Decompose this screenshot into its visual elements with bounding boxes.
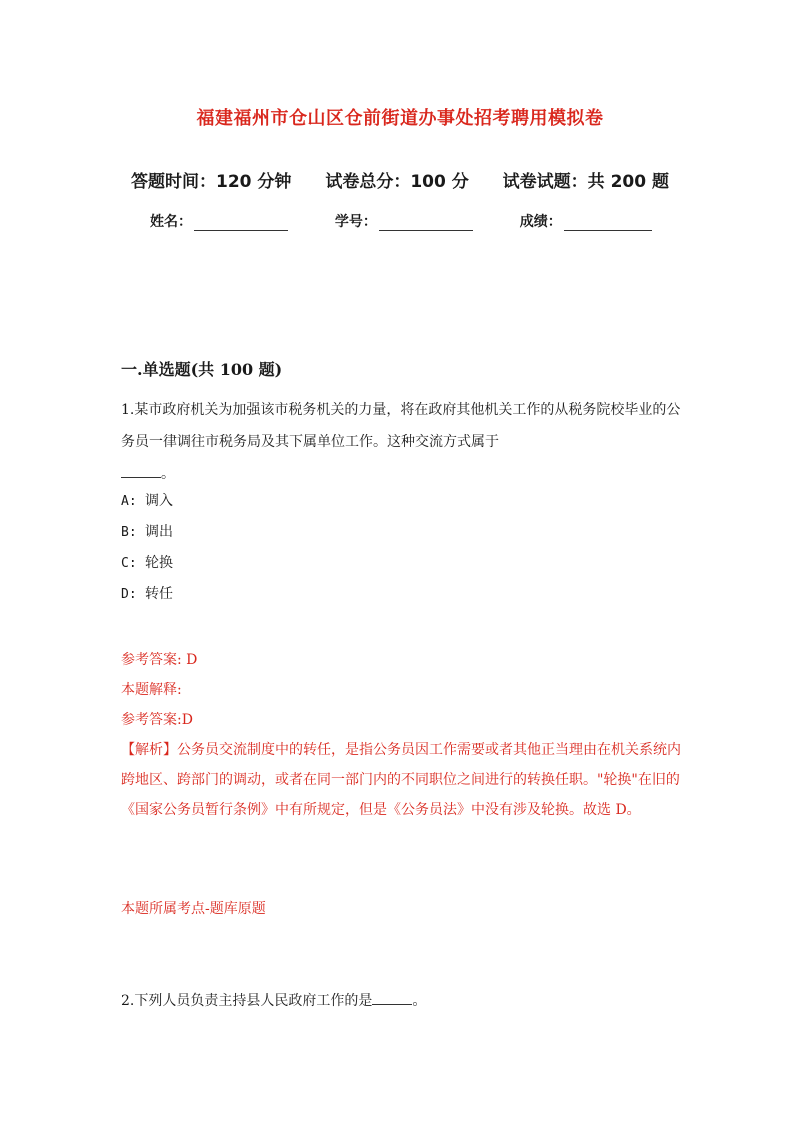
exam-total-score: 试卷总分：100 分 — [325, 172, 469, 192]
name-blank — [194, 216, 288, 231]
question-1-text: 1.某市政府机关为加强该市税务机关的力量，将在政府其他机关工作的从税务院校毕业的公务员一律调往市税务局及其下属单位工作。这种交流方式属于 — [121, 402, 681, 450]
option-letter: B: — [121, 525, 137, 540]
question-2 — [121, 990, 426, 1010]
option-text: 转任 — [145, 586, 173, 602]
answer-line-2: 参考答案:D — [121, 712, 193, 728]
question-2-stem-end: 。 — [412, 993, 427, 1009]
explain-label: 本题解释: — [121, 682, 182, 698]
analysis-text: 【解析】公务员交流制度中的转任，是指公务员因工作需要或者其他正当理由在机关系统内跨地区、跨部门的调动，或者在同一部门内的不同职位之间进行的转换任职。"轮换"在旧的《国家公务员暂行条例》中有所规定，但是《公务员法》中没有涉及轮换。故选 D。 — [121, 742, 681, 818]
option-letter: C: — [121, 556, 137, 571]
score-label: 成绩： — [519, 214, 562, 230]
section-heading: 一.单选题(共 100 题) — [121, 360, 283, 379]
question-2-text: 2.下列人员负责主持县人民政府工作的是 — [121, 993, 373, 1009]
exam-time: 答题时间：120 分钟 — [131, 172, 292, 192]
name-label: 姓名： — [150, 214, 192, 230]
question-1-stem-end: 。 — [161, 466, 175, 482]
option-a — [121, 486, 173, 517]
question-1-tag: 本题所属考点-题库原题 — [121, 901, 266, 917]
score-blank — [564, 216, 652, 231]
option-letter: D: — [121, 587, 137, 602]
question-1-blank — [121, 463, 161, 478]
option-c — [121, 548, 173, 579]
name-field — [150, 211, 288, 231]
student-info — [150, 211, 680, 231]
page-title: 福建福州市仓山区仓前街道办事处招考聘用模拟卷 — [196, 108, 604, 129]
option-d — [121, 579, 173, 610]
id-blank — [379, 216, 473, 231]
option-b — [121, 517, 173, 548]
option-letter: A: — [121, 494, 137, 509]
exam-meta — [0, 167, 800, 192]
id-label: 学号： — [334, 214, 377, 230]
score-field — [520, 211, 652, 231]
question-1-answer — [121, 645, 681, 825]
answer-line: 参考答案: D — [121, 652, 198, 668]
option-text: 调入 — [145, 493, 173, 509]
option-text: 调出 — [145, 524, 173, 540]
question-1-stem — [121, 394, 681, 490]
exam-question-count: 试卷试题：共 200 题 — [502, 172, 669, 192]
question-1 — [121, 394, 681, 490]
question-1-options — [121, 486, 173, 610]
question-2-blank — [372, 990, 412, 1005]
option-text: 轮换 — [145, 555, 173, 571]
id-field — [335, 211, 473, 231]
